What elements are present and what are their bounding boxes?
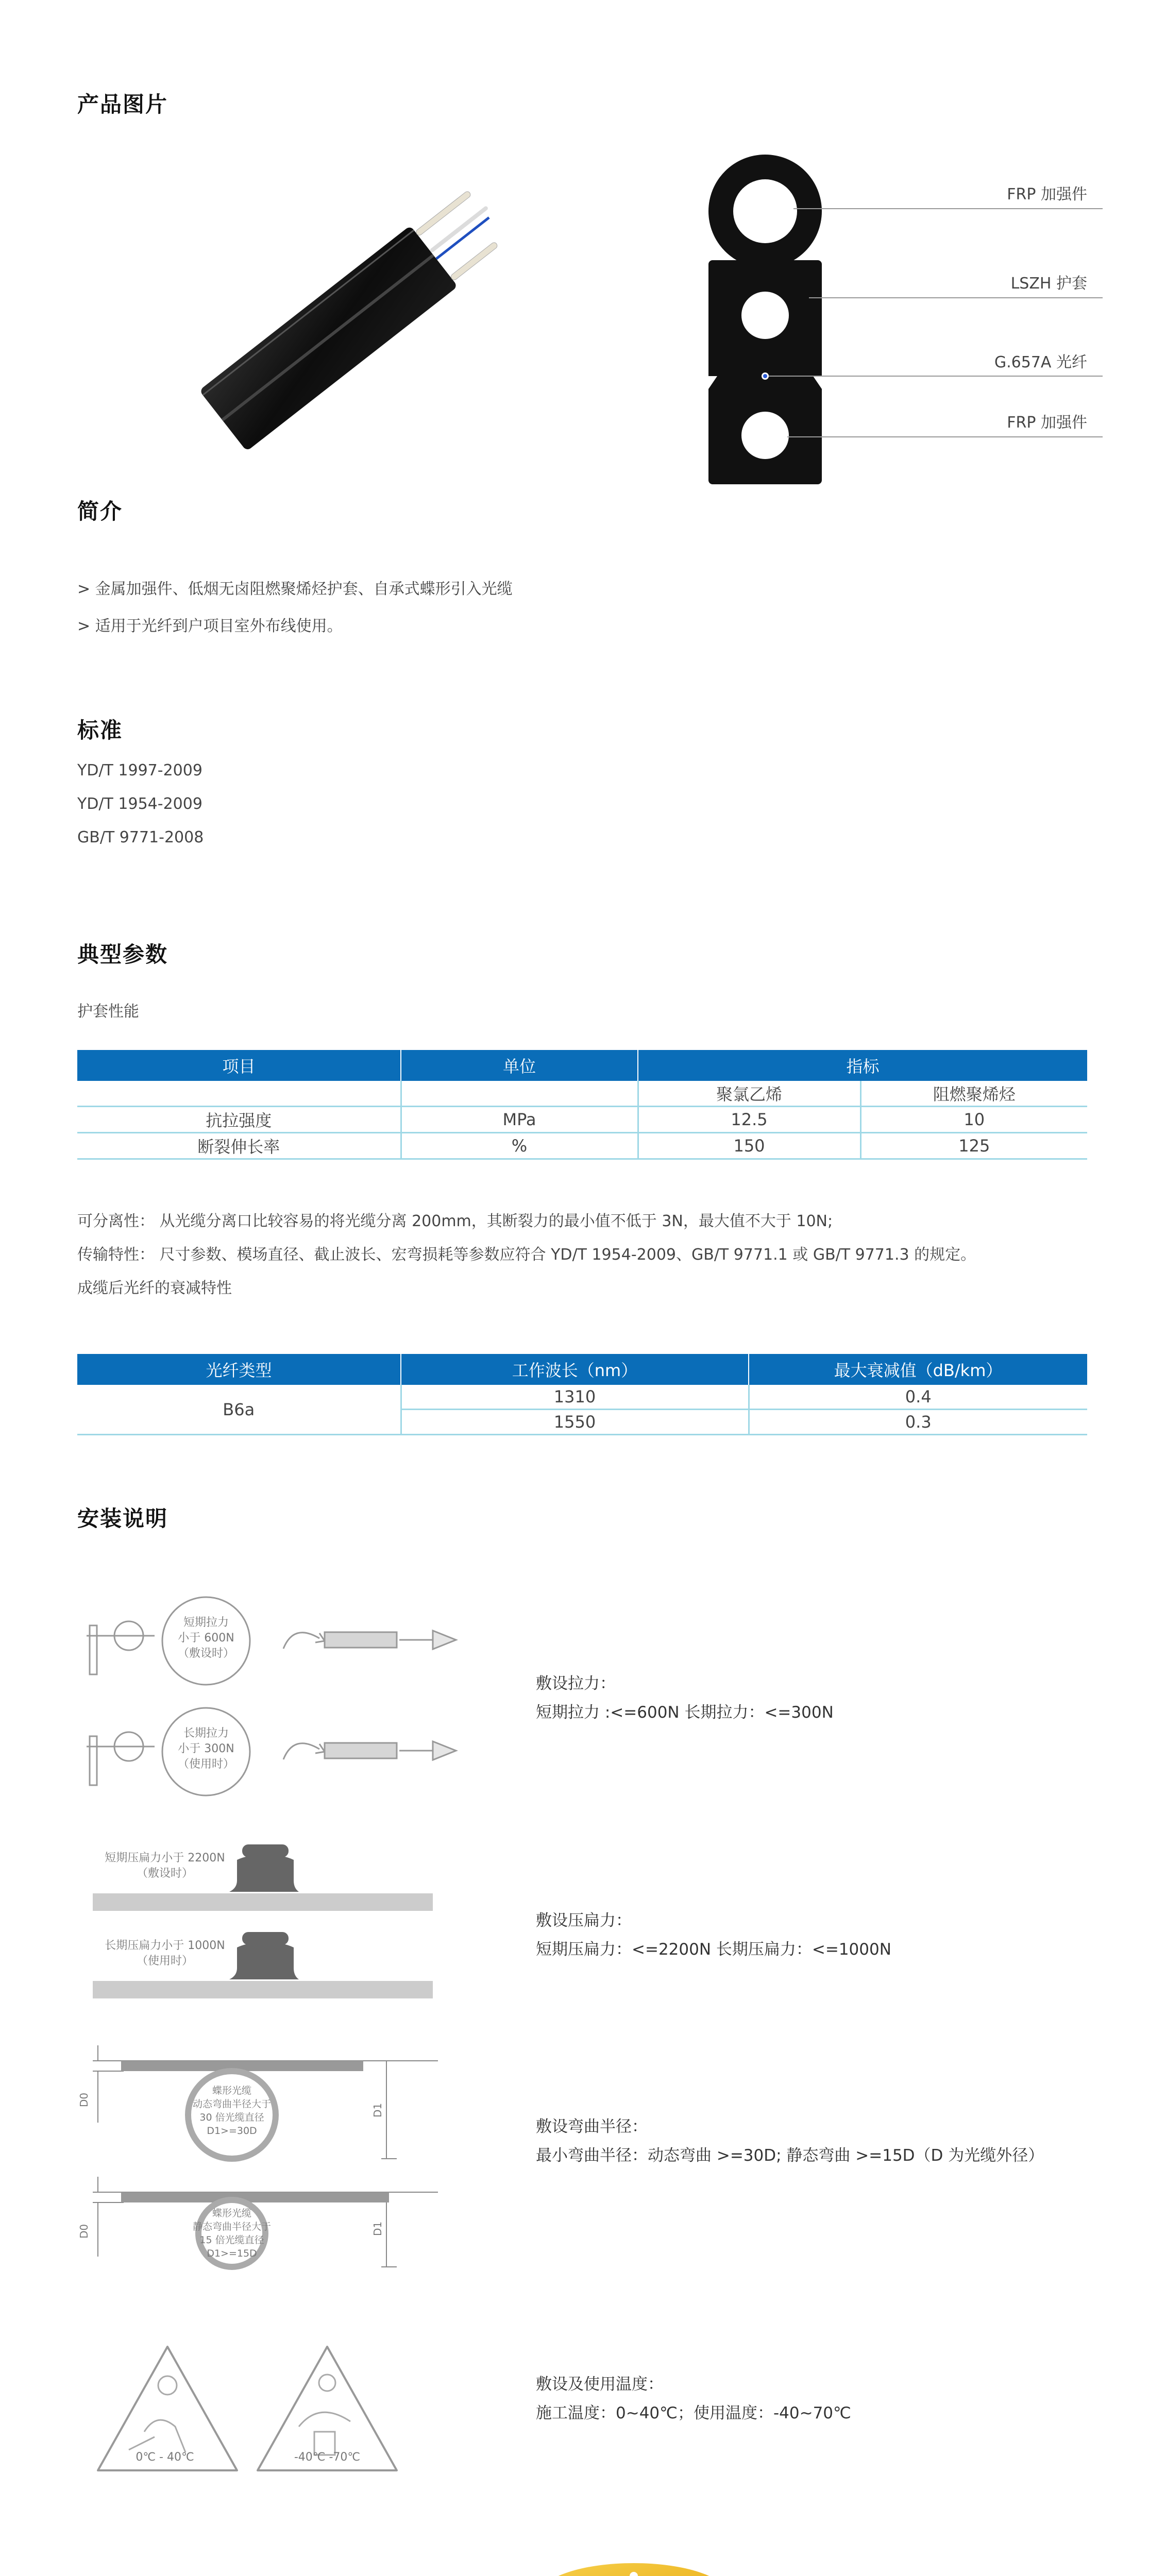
intro-line-2: > 适用于光纤到户项目室外布线使用。 [77,617,343,635]
label-line: 长期压扁力小于 1000N [105,1939,225,1952]
table-header: 光纤类型 [77,1354,401,1385]
label-lszh: LSZH 护套 [1010,275,1087,293]
temperature-detail: 施工温度：0~40℃；使用温度：-40~70℃ [536,2404,851,2422]
label-line: 短期拉力 [183,1616,229,1629]
table-cell: 150 [638,1133,860,1159]
table-header: 项目 [77,1050,401,1081]
label-line: 长期拉力 [183,1727,229,1740]
tension-label-long [170,1726,242,1772]
sheath-performance-table [77,1050,1087,1160]
intro-line-1: > 金属加强件、低烟无卤阻燃聚烯烃护套、自承式蝶形引入光缆 [77,580,513,598]
dim-d1-label: D1 [371,2103,384,2117]
label-frp-top: FRP 加强件 [1007,185,1087,204]
label-line: 静态弯曲半径大于 [192,2221,271,2232]
label-line: D1>=15D [207,2248,257,2259]
label-line: 蝶形光缆 [212,2208,251,2219]
table-row [77,1385,1087,1410]
label-line: （敷设时） [177,1647,234,1660]
bend-label-dynamic [191,2084,273,2138]
temp-label-construction: 0℃ - 40℃ [136,2451,194,2464]
tension-diagram [77,1592,474,1808]
label-line: 小于 300N [178,1742,234,1755]
attenuation-table [77,1354,1087,1435]
dim-d1-label: D1 [371,2221,384,2236]
label-line: 短期压扁力小于 2200N [105,1852,225,1865]
cable-photo [170,144,531,505]
label-line: D1>=30D [207,2125,257,2137]
label-line: 动态弯曲半径大于 [192,2098,271,2110]
label-line: 30 倍光缆直径 [199,2112,264,2123]
table-header: 最大衰减值（dB/km） [749,1354,1087,1385]
label-line: （使用时） [177,1758,234,1771]
dim-d0-label: D0 [78,2224,90,2239]
table-cell: % [401,1133,638,1159]
table-cell: 1550 [401,1410,749,1435]
table-cell: 125 [860,1133,1087,1159]
standard-item: GB/T 9771-2008 [77,828,204,846]
label-frp-bottom: FRP 加强件 [1007,414,1087,432]
table-cell: 1310 [401,1385,749,1410]
bend-label-static [191,2207,273,2260]
dim-d0-label: D0 [78,2092,90,2107]
table-cell: 0.4 [749,1385,1087,1410]
table-header: 工作波长（nm） [401,1354,749,1385]
crush-label-short [98,1851,232,1882]
note-transmission: 传输特性： 尺寸参数、模场直径、截止波长、宏弯损耗等参数应符合 YD/T 1954-2009、GB/T 9771.1 或 GB/T 9771.3 的规定。 [77,1246,976,1264]
table-cell: 0.3 [749,1410,1087,1435]
table-cell: 断裂伸长率 [77,1133,401,1159]
temperature-text [536,2370,851,2428]
note-separability: 可分离性： 从光缆分离口比较容易的将光缆分离 200mm，其断裂力的最小值不低于 3N，最大值不大于 10N; [77,1212,833,1230]
table-row [77,1133,1087,1159]
label-line: 15 倍光缆直径 [199,2234,264,2246]
tension-heading: 敷设拉力： [536,1674,616,1693]
label-line: 小于 600N [178,1632,234,1645]
tension-text [536,1669,834,1727]
section-title-standards: 标准 [77,718,123,743]
table-cell: 抗拉强度 [77,1107,401,1133]
crush-text [536,1906,891,1964]
label-line: 蝶形光缆 [212,2085,251,2096]
cable-reel-image [536,2555,732,2576]
table-cell: 12.5 [638,1107,860,1133]
bend-detail: 最小弯曲半径：动态弯曲 >=30D; 静态弯曲 >=15D（D 为光缆外径） [536,2146,1044,2165]
crush-label-long [98,1938,232,1969]
temperature-heading: 敷设及使用温度： [536,2375,664,2394]
table-header: 单位 [401,1050,638,1081]
params-subtitle: 护套性能 [77,1003,139,1021]
section-title-installation: 安装说明 [77,1506,168,1531]
table-row [77,1107,1087,1133]
table-cell: 10 [860,1107,1087,1133]
label-line: （敷设时） [136,1867,193,1880]
bend-text [536,2112,1044,2170]
note-attenuation: 成缆后光纤的衰减特性 [77,1279,232,1297]
tension-detail: 短期拉力 :<=600N 长期拉力：<=300N [536,1703,834,1722]
standard-item: YD/T 1954-2009 [77,795,202,813]
crush-detail: 短期压扁力：<=2200N 长期压扁力：<=1000N [536,1940,891,1959]
table-cell: MPa [401,1107,638,1133]
table-cell: B6a [77,1385,401,1435]
crush-heading: 敷设压扁力： [536,1911,632,1930]
tension-label-short [170,1615,242,1662]
table-subheader: 聚氯乙烯 [638,1081,860,1107]
table-subheader: 阻燃聚烯烃 [860,1081,1087,1107]
label-line: （使用时） [136,1955,193,1968]
table-header: 指标 [638,1050,1087,1081]
temp-label-operation: -40℃ -70℃ [294,2451,361,2464]
label-g657a: G.657A 光纤 [994,353,1087,371]
section-title-params: 典型参数 [77,942,168,967]
standard-item: YD/T 1997-2009 [77,761,202,779]
section-title-intro: 简介 [77,499,123,524]
section-title-product-images: 产品图片 [77,92,168,117]
bend-heading: 敷设弯曲半径： [536,2117,648,2136]
cable-cross-section [706,155,1103,484]
